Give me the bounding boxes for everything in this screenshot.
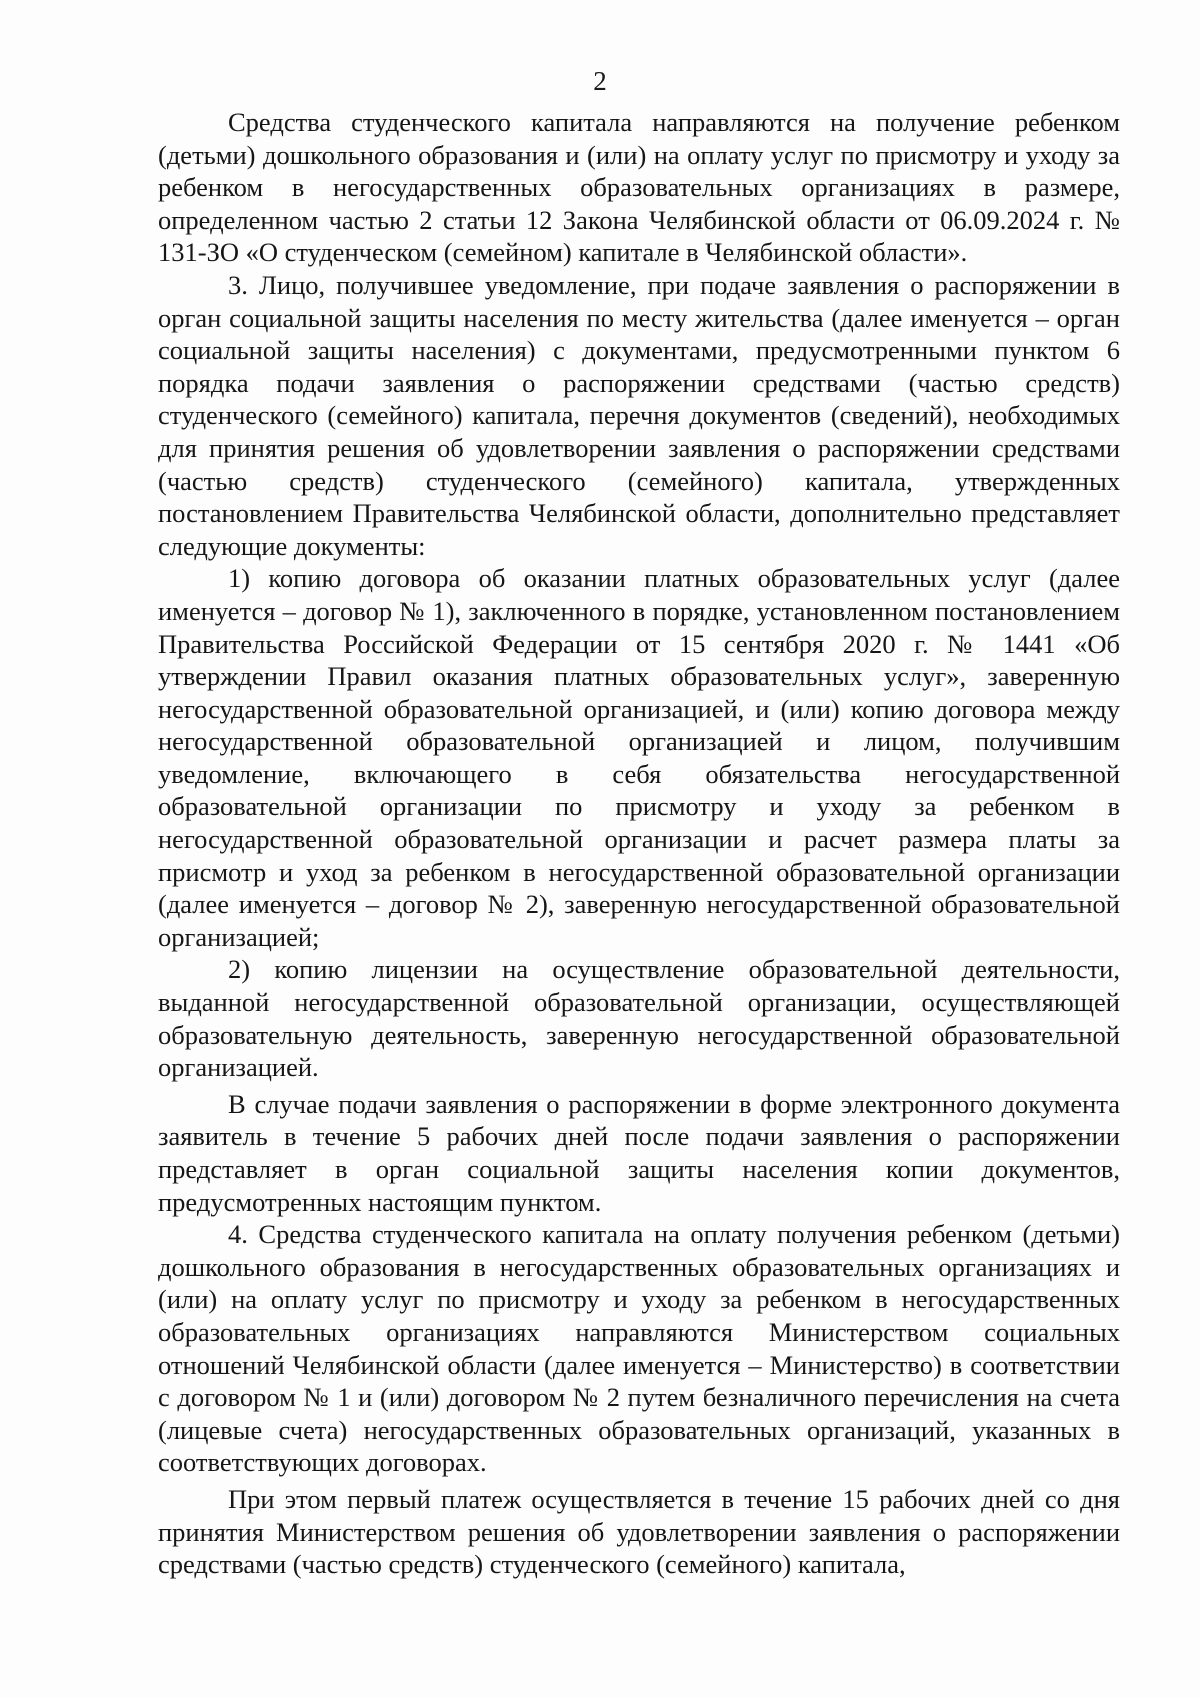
document-body: [158, 106, 1120, 1581]
paragraph-subitem-2: 2) копию лицензии на осуществление образовательной деятельности, выданной негосударственной образовательной организации, осуществляющей образовательную деятельность, заверенную негосударственной образовательной организацией.: [158, 954, 1120, 1083]
paragraph-electronic-submission: В случае подачи заявления о распоряжении в форме электронного документа заявитель в течение 5 рабочих дней после подачи заявления о распоряжении представляет в орган социальной защиты населения копии документов, предусмотренных настоящим пунктом.: [158, 1088, 1120, 1217]
page-number: 2: [593, 66, 607, 96]
paragraph-first-payment: При этом первый платеж осуществляется в течение 15 рабочих дней со дня принятия Министерством решения об удовлетворении заявления о распоряжении средствами (частью средств) студенческого (семейного) капитала,: [158, 1483, 1120, 1580]
paragraph-item-4: 4. Средства студенческого капитала на оплату получения ребенком (детьми) дошкольного образования в негосударственных образовательных организациях и (или) на оплату услуг по присмотру и уходу за ребенком в негосударственных образовательных организациях направляются Министерством социальных отношений Челябинской области (далее именуется – Министерство) в соответствии с договором № 1 и (или) договором № 2 путем безналичного перечисления на счета (лицевые счета) негосударственных образовательных организаций, указанных в соответствующих договорах.: [158, 1219, 1120, 1478]
paragraph-item-3: 3. Лицо, получившее уведомление, при подаче заявления о распоряжении в орган социальной защиты населения по месту жительства (далее именуется – орган социальной защиты населения) с документами, предусмотренными пунктом 6 порядка подачи заявления о распоряжении средствами (частью средств) студенческого (семейного) капитала, перечня документов (сведений), необходимых для принятия решения об удовлетворении заявления о распоряжении средствами (частью средств) студенческого (семейного) капитала, утвержденных постановлением Правительства Челябинской области, дополнительно представляет следующие документы:: [158, 269, 1120, 561]
paragraph-subitem-1: 1) копию договора об оказании платных образовательных услуг (далее именуется – договор № 1), заключенного в порядке, установленном постановлением Правительства Российской Федерации от 15 сентября 2020 г. № 1441 «Об утверждении Правил оказания платных образовательных услуг», заверенную негосударственной образовательной организацией, и (или) копию договора между негосударственной образовательной организацией и лицом, получившим уведомление, включающего в себя обязательства негосударственной образовательной организации по присмотру и уходу за ребенком в негосударственной образовательной организации и расчет размера платы за присмотр и уход за ребенком в негосударственной образовательной организации (далее именуется – договор № 2), заверенную негосударственной образовательной организацией;: [158, 563, 1120, 952]
paragraph-student-capital-purpose: Средства студенческого капитала направляются на получение ребенком (детьми) дошкольного образования и (или) на оплату услуг по присмотру и уходу за ребенком в негосударственных образовательных организациях в размере, определенном частью 2 статьи 12 Закона Челябинской области от 06.09.2024 г. № 131-ЗО «О студенческом (семейном) капитале в Челябинской области».: [158, 107, 1120, 268]
